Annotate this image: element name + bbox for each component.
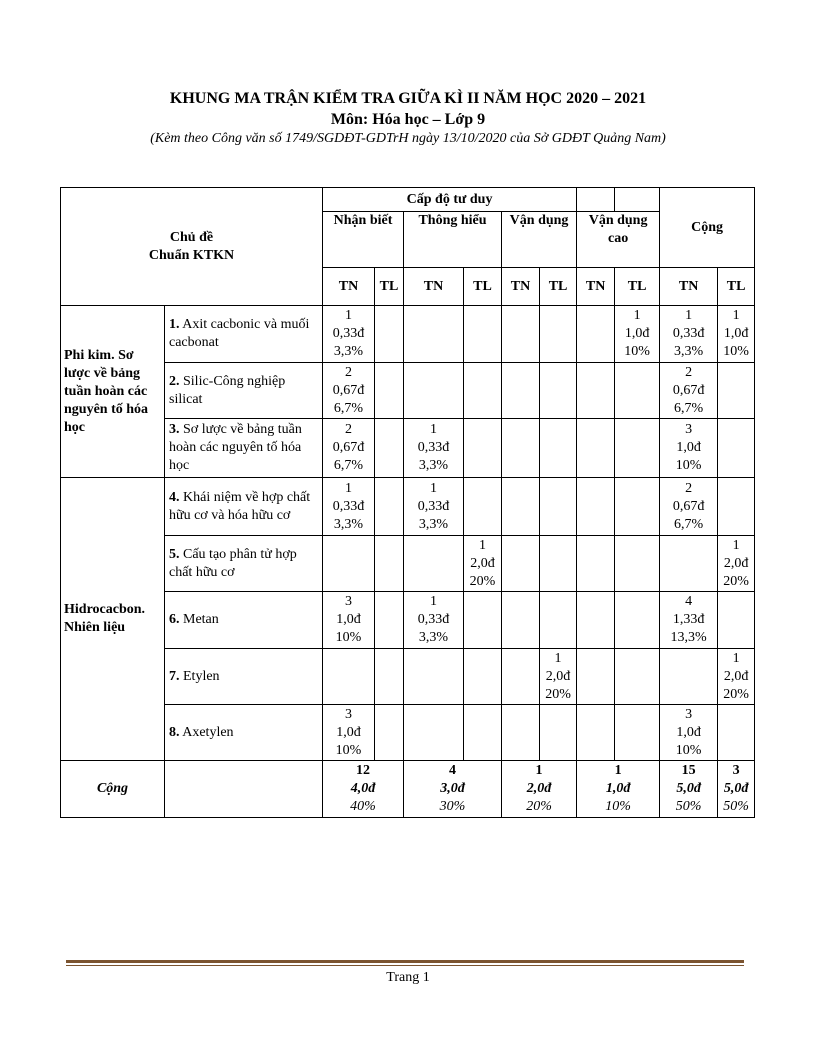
cell-cong-tn bbox=[660, 536, 718, 592]
cell-nb-tn bbox=[323, 478, 375, 536]
table-row bbox=[61, 536, 755, 592]
total-value: 12 bbox=[356, 763, 371, 778]
topic-header-line2: Chuẩn KTKN bbox=[148, 247, 235, 263]
cell-th-tn bbox=[404, 363, 464, 419]
cell-value: 0,33đ bbox=[672, 326, 705, 341]
cell-value: 0,33đ bbox=[332, 498, 365, 514]
lesson-cell bbox=[165, 649, 323, 705]
cell-th-tl bbox=[464, 592, 502, 649]
cell-cong-tl bbox=[718, 363, 755, 419]
cell-vdc-tn bbox=[577, 649, 615, 705]
cell-nb-tl bbox=[375, 363, 404, 419]
total-row bbox=[61, 761, 755, 818]
page-number: Trang 1 bbox=[386, 970, 430, 985]
lesson-cell bbox=[165, 592, 323, 649]
cell-vdc-tl bbox=[615, 705, 660, 761]
lesson-cell bbox=[165, 363, 323, 419]
document-subject: Môn: Hóa học – Lớp 9 bbox=[330, 111, 486, 128]
cell-value: 10% bbox=[335, 742, 362, 758]
lesson-title: Axetylen bbox=[179, 724, 234, 740]
cell-cong-tn bbox=[660, 419, 718, 478]
cell-vdc-tn bbox=[577, 536, 615, 592]
lesson-title: Etylen bbox=[179, 668, 220, 684]
total-value: 3,0đ bbox=[440, 781, 465, 796]
cell-vdc-tn bbox=[577, 419, 615, 478]
lesson-number: 2. bbox=[169, 373, 180, 389]
cell-vdc-tl bbox=[615, 536, 660, 592]
total-value: 1 bbox=[614, 763, 622, 778]
cell-value: 1 bbox=[732, 650, 740, 666]
cell-value: 13,3% bbox=[670, 630, 707, 645]
cell-value: 1,0đ bbox=[336, 724, 361, 740]
cell-value: 1,0đ bbox=[723, 326, 749, 341]
cell-value: 1 bbox=[732, 308, 740, 323]
tn-header: TN bbox=[404, 268, 464, 306]
total-value: 50% bbox=[723, 799, 749, 814]
document-title: KHUNG MA TRẬN KIỂM TRA GIỮA KÌ II NĂM HỌC 2020 – 2021 bbox=[169, 90, 647, 107]
lesson-cell bbox=[165, 536, 323, 592]
cell-cong-tl bbox=[718, 536, 755, 592]
cell-vdc-tl bbox=[615, 419, 660, 478]
cell-cong-tl bbox=[718, 649, 755, 705]
tl-header: TL bbox=[464, 268, 502, 306]
total-value: 1 bbox=[535, 763, 543, 778]
cell-value: 0,33đ bbox=[332, 326, 365, 341]
cell-vd-tl bbox=[540, 592, 577, 649]
topic-header bbox=[61, 188, 323, 306]
cell-nb-tl bbox=[375, 419, 404, 478]
cell-value: 0,67đ bbox=[332, 382, 365, 398]
level-van-dung: Vận dụng bbox=[502, 212, 577, 268]
cell-nb-tn bbox=[323, 705, 375, 761]
lesson-title: Khái niệm về hợp chất hữu cơ và hóa hữu cơ bbox=[169, 489, 311, 523]
tn-header: TN bbox=[660, 268, 718, 306]
cell-value: 3,3% bbox=[418, 458, 449, 473]
empty-header-cell bbox=[615, 188, 660, 212]
total-value: 30% bbox=[439, 799, 466, 814]
cell-vd-tn bbox=[502, 478, 540, 536]
tl-header: TL bbox=[375, 268, 404, 306]
cell-th-tl bbox=[464, 306, 502, 363]
table-row bbox=[61, 705, 755, 761]
cell-value: 1 bbox=[732, 537, 740, 553]
total-value: 15 bbox=[681, 763, 696, 778]
cell-value: 1,0đ bbox=[336, 612, 361, 627]
cell-th-tn bbox=[404, 419, 464, 478]
cell-th-tl bbox=[464, 478, 502, 536]
cell-value: 3,3% bbox=[418, 516, 449, 532]
total-cong-tn bbox=[660, 761, 718, 818]
cell-nb-tl bbox=[375, 536, 404, 592]
cell-value: 6,7% bbox=[674, 516, 704, 532]
cell-vd-tl bbox=[540, 306, 577, 363]
cell-value: 0,67đ bbox=[672, 382, 705, 398]
cell-vdc-tl bbox=[615, 306, 660, 363]
lesson-number: 6. bbox=[169, 612, 180, 627]
footer-rule-thin bbox=[66, 965, 744, 966]
total-value: 40% bbox=[350, 799, 376, 814]
total-value: 4,0đ bbox=[350, 781, 376, 796]
cell-nb-tn bbox=[323, 363, 375, 419]
cell-value: 3,3% bbox=[418, 630, 449, 645]
cell-value: 10% bbox=[624, 344, 650, 359]
level-van-dung-cao: Vận dụng cao bbox=[577, 212, 660, 268]
cell-value: 3 bbox=[685, 422, 693, 437]
total-value: 2,0đ bbox=[526, 781, 552, 796]
cell-value: 1 bbox=[430, 422, 438, 437]
cell-th-tn bbox=[404, 478, 464, 536]
cell-vdc-tn bbox=[577, 478, 615, 536]
cell-nb-tl bbox=[375, 306, 404, 363]
cell-vdc-tn bbox=[577, 306, 615, 363]
topic-phi-kim: Phi kim. Sơ lược về bảng tuần hoàn các nguyên tố hóa học bbox=[61, 306, 165, 478]
tl-header: TL bbox=[540, 268, 577, 306]
cell-th-tn bbox=[404, 705, 464, 761]
table-row bbox=[61, 478, 755, 536]
table-row bbox=[61, 592, 755, 649]
cell-value: 1,0đ bbox=[676, 724, 701, 740]
total-value: 4 bbox=[449, 763, 457, 778]
tn-header: TN bbox=[502, 268, 540, 306]
tl-header: TL bbox=[718, 268, 755, 306]
cell-vd-tn bbox=[502, 363, 540, 419]
cell-value: 10% bbox=[723, 344, 749, 359]
total-value: 20% bbox=[526, 799, 552, 814]
cong-header: Cộng bbox=[660, 188, 755, 268]
cell-value: 3 bbox=[345, 594, 353, 609]
cell-cong-tl bbox=[718, 306, 755, 363]
document-note: (Kèm theo Công văn số 1749/SGDĐT-GDTrH ngày 13/10/2020 của Sở GDĐT Quảng Nam) bbox=[150, 131, 666, 146]
lesson-cell bbox=[165, 306, 323, 363]
cell-value: 3,3% bbox=[333, 344, 364, 359]
lesson-number: 8. bbox=[169, 724, 180, 740]
table-row bbox=[61, 419, 755, 478]
cell-value: 1,33đ bbox=[672, 612, 705, 627]
cell-vd-tn bbox=[502, 306, 540, 363]
cell-vd-tl bbox=[540, 478, 577, 536]
table-row bbox=[61, 649, 755, 705]
cell-value: 1 bbox=[345, 480, 353, 496]
total-value: 5,0đ bbox=[676, 781, 701, 796]
cell-value: 3 bbox=[345, 706, 353, 722]
lesson-cell bbox=[165, 419, 323, 478]
cell-nb-tn bbox=[323, 649, 375, 705]
total-value: 10% bbox=[605, 799, 631, 814]
cell-nb-tl bbox=[375, 705, 404, 761]
empty-cell bbox=[165, 761, 323, 818]
cell-th-tl bbox=[464, 419, 502, 478]
cell-value: 1,0đ bbox=[676, 440, 701, 455]
cell-th-tl bbox=[464, 649, 502, 705]
tn-header: TN bbox=[323, 268, 375, 306]
cell-value: 2 bbox=[685, 364, 693, 380]
total-value: 5,0đ bbox=[723, 781, 749, 796]
cell-value: 10% bbox=[675, 458, 702, 473]
cell-value: 3 bbox=[685, 706, 693, 722]
lesson-number: 1. bbox=[169, 317, 180, 332]
cell-value: 10% bbox=[335, 630, 362, 645]
cell-th-tl bbox=[464, 705, 502, 761]
cell-cong-tl bbox=[718, 592, 755, 649]
cell-value: 1 bbox=[430, 480, 438, 496]
total-thong-hieu bbox=[404, 761, 502, 818]
cell-vd-tn bbox=[502, 592, 540, 649]
cell-value: 2,0đ bbox=[723, 555, 749, 571]
cell-value: 0,33đ bbox=[417, 612, 450, 627]
cell-value: 1,0đ bbox=[624, 326, 650, 341]
cell-cong-tl bbox=[718, 419, 755, 478]
total-value: 1,0đ bbox=[605, 781, 631, 796]
cell-value: 2,0đ bbox=[470, 555, 495, 571]
cell-vd-tl bbox=[540, 536, 577, 592]
level-thong-hieu: Thông hiểu bbox=[404, 212, 502, 268]
cell-value: 2,0đ bbox=[545, 668, 571, 684]
tn-header: TN bbox=[577, 268, 615, 306]
cell-vdc-tn bbox=[577, 363, 615, 419]
lesson-number: 5. bbox=[169, 546, 180, 562]
cell-th-tl bbox=[464, 536, 502, 592]
tl-header: TL bbox=[615, 268, 660, 306]
cell-nb-tn bbox=[323, 592, 375, 649]
cell-value: 1 bbox=[633, 308, 641, 323]
cell-vdc-tl bbox=[615, 649, 660, 705]
cell-vdc-tn bbox=[577, 705, 615, 761]
topic-header-line1: Chủ đề bbox=[169, 229, 214, 245]
cell-value: 2 bbox=[345, 364, 353, 380]
lesson-title: Axit cacbonic và muối cacbonat bbox=[169, 317, 310, 350]
lesson-number: 3. bbox=[169, 422, 180, 437]
cell-nb-tn bbox=[323, 536, 375, 592]
lesson-cell bbox=[165, 705, 323, 761]
cell-vdc-tn bbox=[577, 592, 615, 649]
cell-value: 6,7% bbox=[674, 400, 704, 416]
lesson-title: Metan bbox=[179, 612, 219, 627]
cap-do-header: Cấp độ tư duy bbox=[323, 188, 577, 212]
cell-vd-tl bbox=[540, 363, 577, 419]
cell-value: 0,67đ bbox=[332, 440, 365, 455]
cell-value: 20% bbox=[723, 686, 749, 702]
cell-vdc-tl bbox=[615, 478, 660, 536]
cell-value: 1 bbox=[554, 650, 562, 666]
empty-header-cell bbox=[577, 188, 615, 212]
lesson-title: Silic-Công nghiệp silicat bbox=[169, 373, 286, 407]
cell-nb-tn bbox=[323, 419, 375, 478]
cell-cong-tn bbox=[660, 478, 718, 536]
cell-cong-tl bbox=[718, 705, 755, 761]
cell-value: 4 bbox=[685, 594, 693, 609]
total-cong-tl bbox=[718, 761, 755, 818]
level-nhan-biet: Nhận biết bbox=[323, 212, 404, 268]
cell-vd-tl bbox=[540, 705, 577, 761]
cell-vd-tl bbox=[540, 419, 577, 478]
table-row bbox=[61, 363, 755, 419]
cell-nb-tl bbox=[375, 478, 404, 536]
cell-vd-tl bbox=[540, 649, 577, 705]
cell-th-tn bbox=[404, 649, 464, 705]
footer-rule bbox=[66, 960, 744, 963]
cell-cong-tl bbox=[718, 478, 755, 536]
lesson-number: 7. bbox=[169, 668, 180, 684]
lesson-title: Cấu tạo phân tử hợp chất hữu cơ bbox=[169, 546, 297, 580]
cell-th-tn bbox=[404, 592, 464, 649]
cell-value: 1 bbox=[685, 308, 693, 323]
lesson-number: 4. bbox=[169, 489, 180, 505]
cell-value: 1 bbox=[430, 594, 438, 609]
cell-vdc-tl bbox=[615, 363, 660, 419]
cell-th-tl bbox=[464, 363, 502, 419]
cell-value: 0,33đ bbox=[417, 498, 450, 514]
cell-value: 2 bbox=[685, 480, 693, 496]
cell-value: 6,7% bbox=[333, 458, 364, 473]
cell-value: 1 bbox=[479, 537, 487, 553]
cell-nb-tl bbox=[375, 592, 404, 649]
cell-value: 20% bbox=[723, 573, 749, 589]
cell-value: 2 bbox=[345, 422, 353, 437]
cell-cong-tn bbox=[660, 363, 718, 419]
table-row bbox=[61, 306, 755, 363]
cell-th-tn bbox=[404, 536, 464, 592]
cell-cong-tn bbox=[660, 649, 718, 705]
cell-value: 0,33đ bbox=[417, 440, 450, 455]
cell-th-tn bbox=[404, 306, 464, 363]
cell-value: 1 bbox=[345, 308, 353, 323]
cell-cong-tn bbox=[660, 592, 718, 649]
lesson-title: Sơ lược về bảng tuần hoàn các nguyên tố hóa học bbox=[169, 422, 302, 473]
cell-nb-tn bbox=[323, 306, 375, 363]
cell-value: 6,7% bbox=[333, 400, 364, 416]
matrix-table bbox=[60, 187, 755, 818]
cell-value: 0,67đ bbox=[672, 498, 705, 514]
cell-vd-tn bbox=[502, 705, 540, 761]
cell-cong-tn bbox=[660, 306, 718, 363]
cell-value: 3,3% bbox=[333, 516, 364, 532]
cell-cong-tn bbox=[660, 705, 718, 761]
cell-vd-tn bbox=[502, 536, 540, 592]
total-value: 50% bbox=[675, 799, 702, 814]
cell-value: 10% bbox=[675, 742, 702, 758]
total-label: Cộng bbox=[61, 761, 165, 818]
topic-hidrocacbon: Hidrocacbon. Nhiên liệu bbox=[61, 478, 165, 761]
cell-value: 20% bbox=[545, 686, 571, 702]
total-van-dung bbox=[502, 761, 577, 818]
cell-vd-tn bbox=[502, 649, 540, 705]
cell-value: 20% bbox=[469, 573, 496, 589]
total-nhan-biet bbox=[323, 761, 404, 818]
total-value: 3 bbox=[732, 763, 740, 778]
cell-nb-tl bbox=[375, 649, 404, 705]
lesson-cell bbox=[165, 478, 323, 536]
total-van-dung-cao bbox=[577, 761, 660, 818]
cell-value: 3,3% bbox=[674, 344, 704, 359]
cell-vdc-tl bbox=[615, 592, 660, 649]
cell-value: 2,0đ bbox=[723, 668, 749, 684]
cell-vd-tn bbox=[502, 419, 540, 478]
